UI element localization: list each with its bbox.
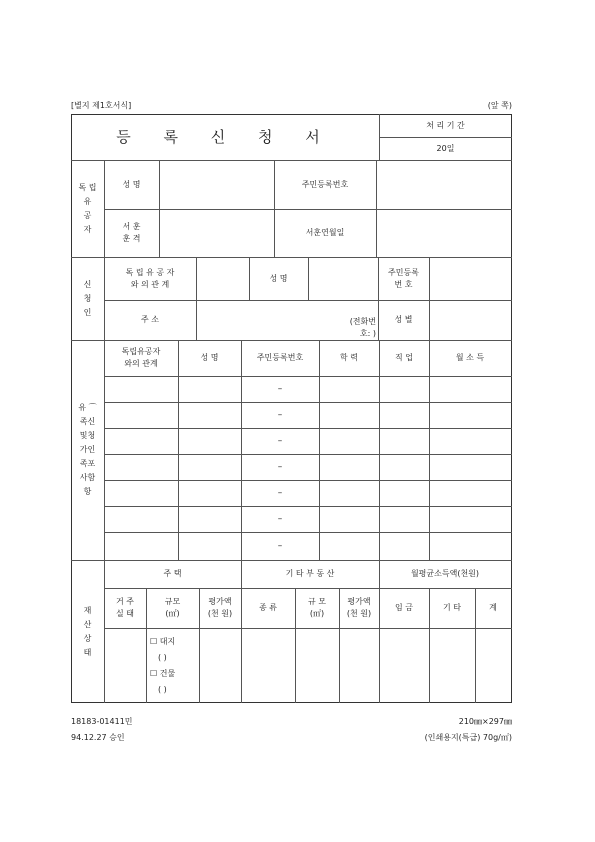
applicant-sex-label: 성 별 bbox=[394, 315, 413, 324]
family-row-2-resident-no[interactable]: – bbox=[277, 410, 283, 420]
land-checkbox[interactable]: ☐ 대지 bbox=[150, 637, 176, 646]
family-row-7-resident-no[interactable]: – bbox=[277, 541, 283, 551]
form-code: 18183-01411민 bbox=[71, 717, 133, 726]
property-income-label: 월평균소득액(천원) bbox=[410, 569, 480, 578]
family-col-resident-no: 주민등록번호 bbox=[256, 353, 304, 362]
applicant-resident-no-field[interactable] bbox=[430, 257, 511, 300]
applicant-phone-label-2: 호: ) bbox=[359, 329, 376, 338]
property-house-size-label: 규모 (㎡) bbox=[164, 597, 181, 618]
patriot-name-label: 성 명 bbox=[122, 179, 141, 189]
property-other-type-label: 종 류 bbox=[259, 603, 277, 612]
registration-form bbox=[71, 114, 512, 703]
property-other-realestate-label: 기 타 부 동 산 bbox=[285, 569, 335, 578]
property-house-label: 주 택 bbox=[163, 569, 182, 578]
processing-period-label: 처 리 기 간 bbox=[426, 120, 465, 130]
property-house-value-label: 평가액 (천 원) bbox=[207, 597, 233, 618]
family-row-3-resident-no[interactable]: – bbox=[277, 436, 283, 446]
processing-period-value: 20일 bbox=[436, 143, 455, 153]
family-col-relation: 독립유공자 와의 관계 bbox=[121, 347, 161, 368]
property-other-value-label: 평가액 (천 원) bbox=[346, 597, 372, 618]
page-side: (앞 쪽) bbox=[487, 101, 512, 110]
property-section-label: 재 산 상 태 bbox=[83, 605, 92, 657]
patriot-award-label: 서 훈 훈 격 bbox=[122, 222, 141, 243]
building-checkbox[interactable]: ☐ 건물 bbox=[150, 669, 176, 678]
building-size-field[interactable]: ( ) bbox=[158, 685, 167, 694]
applicant-name-field[interactable] bbox=[309, 257, 378, 300]
land-size-field[interactable]: ( ) bbox=[158, 653, 167, 662]
applicant-phone-label: (전화번 bbox=[349, 317, 376, 326]
applicant-section-label: 신 청 인 bbox=[83, 279, 92, 317]
approval-date: 94.12.27 승인 bbox=[71, 733, 125, 742]
patriot-award-field[interactable] bbox=[160, 209, 274, 257]
family-row-1-resident-no[interactable]: – bbox=[277, 384, 283, 394]
family-col-education: 학 력 bbox=[340, 353, 358, 362]
applicant-sex-field[interactable] bbox=[430, 300, 511, 340]
patriot-resident-no-field[interactable] bbox=[377, 160, 511, 209]
form-title: 등 록 신 청 서 bbox=[116, 128, 334, 146]
property-house-size-checks bbox=[146, 628, 199, 702]
patriot-award-date-field[interactable] bbox=[377, 209, 511, 257]
patriot-name-field[interactable] bbox=[160, 160, 274, 209]
family-row-5-resident-no[interactable]: – bbox=[277, 488, 283, 498]
applicant-relation-field[interactable] bbox=[197, 257, 249, 300]
applicant-address-field[interactable] bbox=[197, 300, 378, 340]
patriot-section-label: 독 립 유 공 자 bbox=[78, 182, 97, 234]
paper-size: 210㎜×297㎜ bbox=[458, 717, 512, 726]
property-other-size-label: 규 모 (㎡) bbox=[308, 597, 326, 618]
applicant-address-label: 주 소 bbox=[141, 315, 159, 324]
property-income-other-label: 기 타 bbox=[443, 603, 461, 612]
property-house-residence-label: 거 주 실 태 bbox=[116, 597, 134, 618]
family-section-label: 유 ⌒ 족신 및청 가인 족포 사함 항 bbox=[78, 403, 97, 496]
family-col-income: 월 소 득 bbox=[455, 353, 485, 362]
patriot-resident-no-label: 주민등록번호 bbox=[301, 179, 349, 189]
family-row-6-resident-no[interactable]: – bbox=[277, 514, 283, 524]
property-income-wage-label: 임 금 bbox=[395, 603, 413, 612]
form-number: [별지 제1호서식] bbox=[71, 101, 132, 110]
family-col-name: 성 명 bbox=[200, 353, 219, 362]
property-income-total-label: 계 bbox=[489, 603, 497, 612]
patriot-award-date-label: 서훈연월일 bbox=[305, 228, 345, 237]
family-row-4-resident-no[interactable]: – bbox=[277, 462, 283, 472]
applicant-relation-label: 독 립 유 공 자 와 의 관 계 bbox=[125, 267, 175, 289]
paper-type: (인쇄용지(특급) 70g/㎡) bbox=[424, 733, 512, 742]
applicant-name-label: 성 명 bbox=[269, 273, 288, 283]
applicant-resident-no-label: 주민등록 번 호 bbox=[388, 267, 419, 289]
family-col-occupation: 직 업 bbox=[395, 353, 413, 362]
